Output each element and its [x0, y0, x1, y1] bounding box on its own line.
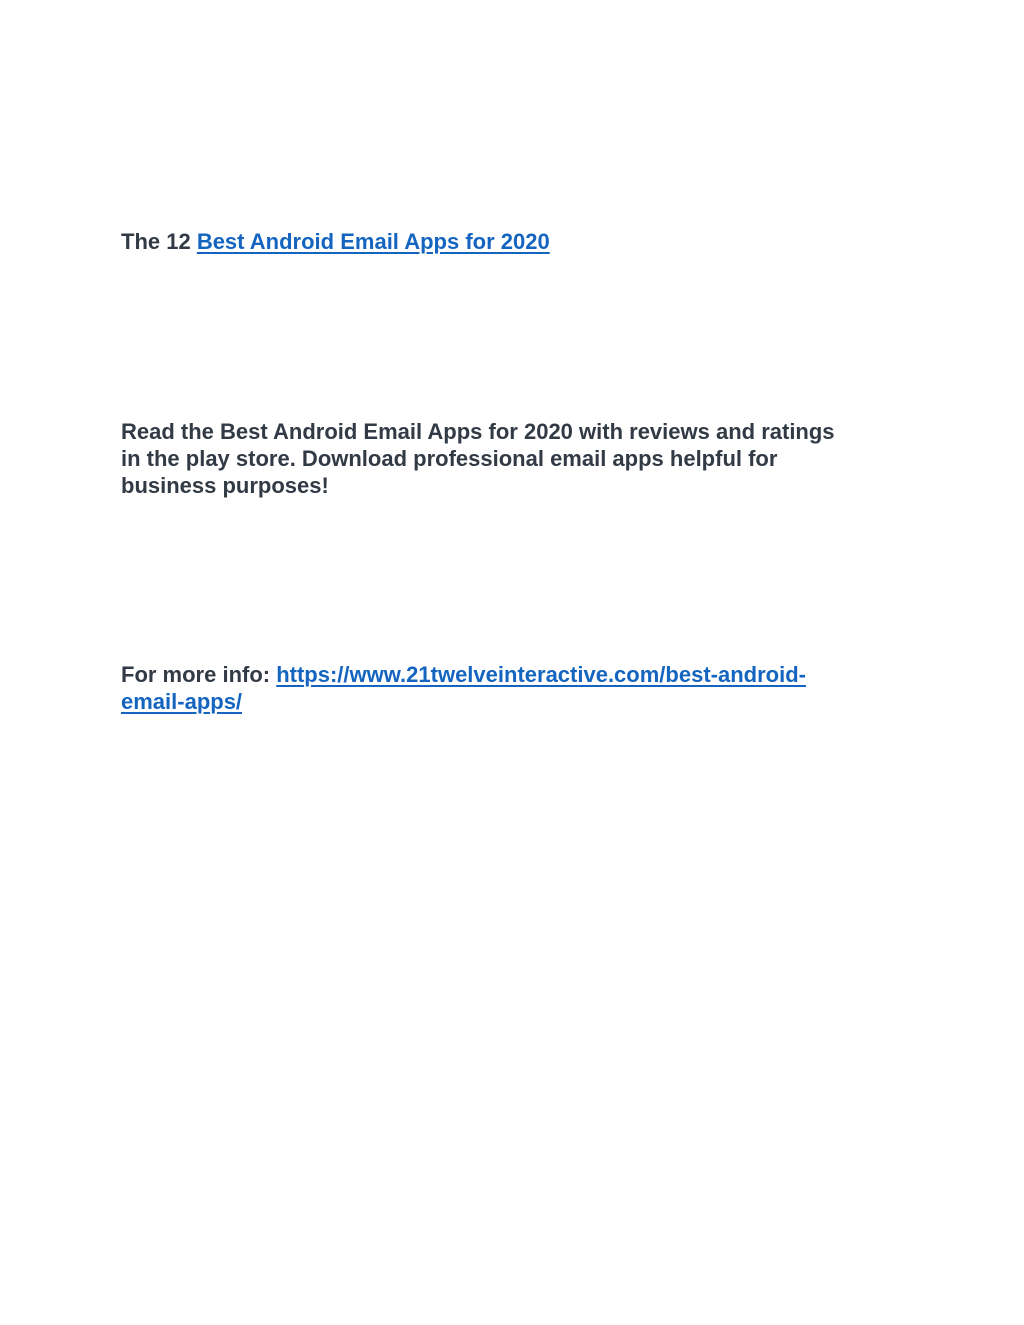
- info-link-line-2: email-apps/: [121, 689, 243, 714]
- description-paragraph: [121, 418, 891, 499]
- title-paragraph: [121, 228, 891, 255]
- title-link[interactable]: Best Android Email Apps for 2020: [196, 229, 550, 254]
- description-line-3: business purposes!: [121, 473, 329, 498]
- info-label: For more info:: [121, 662, 277, 687]
- title-prefix: The 12: [121, 229, 197, 254]
- info-link-line-1: https://www.21twelveinteractive.com/best-android-: [276, 662, 806, 687]
- description-line-1: Read the Best Android Email Apps for 2020 with reviews and ratings: [121, 419, 835, 444]
- description-line-2: in the play store. Download professional email apps helpful for: [121, 446, 778, 471]
- info-paragraph: [121, 661, 891, 715]
